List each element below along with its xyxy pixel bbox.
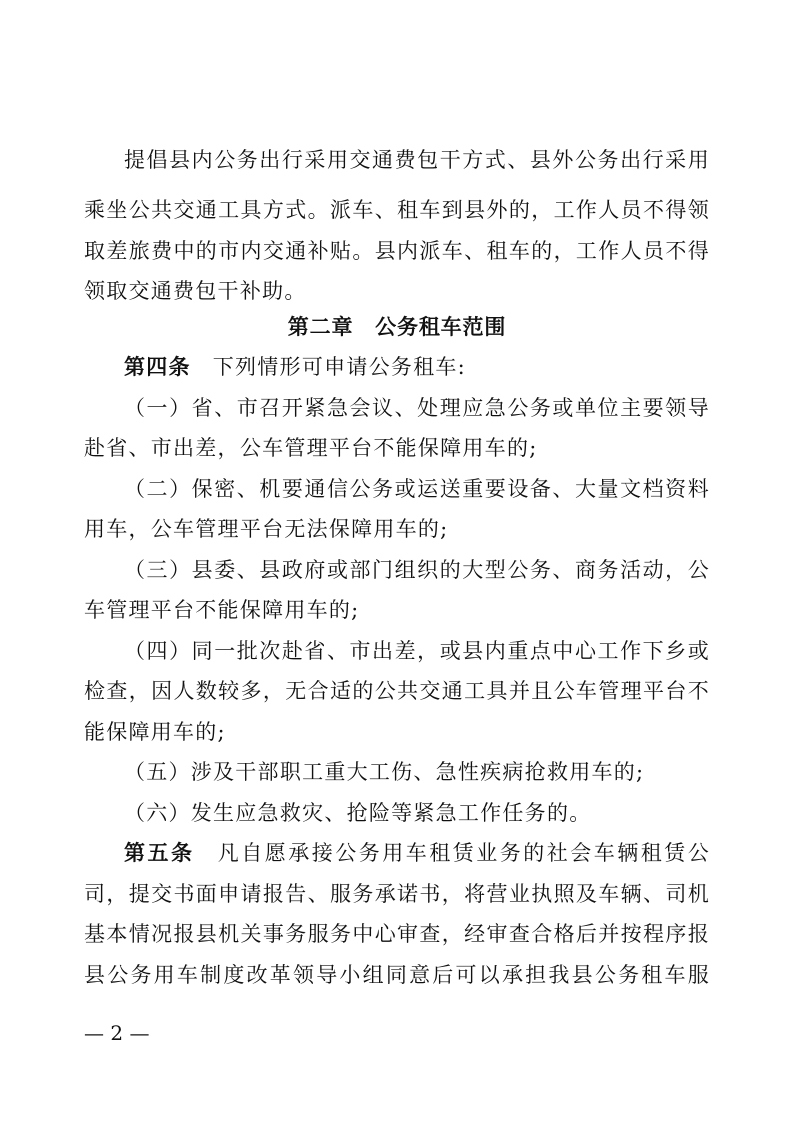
article-5-text: 凡自愿承接公务用车租赁业务的社会车辆租赁公 — [216, 841, 710, 865]
article-4-label: 第四条 — [124, 355, 191, 379]
paragraph-line: 县公务用车制度改革领导小组同意后可以承担我县公务租车服 — [84, 963, 710, 987]
list-item-line: （一）省、市召开紧急会议、处理应急公务或单位主要领导 — [124, 396, 710, 420]
list-item-line: 用车，公车管理平台无法保障用车的; — [84, 517, 449, 541]
article-5-label: 第五条 — [124, 841, 195, 865]
paragraph-line: 司，提交书面申请报告、服务承诺书，将营业执照及车辆、司机 — [84, 882, 710, 906]
paragraph-line: 提倡县内公务出行采用交通费包干方式、县外公务出行采用 — [124, 148, 710, 172]
list-item-line: 能保障用车的; — [84, 720, 226, 744]
article-5-line — [124, 838, 710, 868]
list-item-line: （四）同一批次赴省、市出差，或县内重点中心工作下乡或 — [124, 639, 710, 663]
list-item-line: 车管理平台不能保障用车的; — [84, 598, 360, 622]
list-item-line: 检查，因人数较多，无合适的公共交通工具并且公车管理平台不 — [84, 679, 710, 703]
paragraph-line: 取差旅费中的市内交通补贴。县内派车、租车的，工作人员不得 — [84, 239, 710, 263]
article-4-line — [124, 352, 710, 382]
paragraph-line: 乘坐公共交通工具方式。派车、租车到县外的，工作人员不得领 — [84, 198, 710, 222]
article-4-text: 下列情形可申请公务租车: — [212, 355, 466, 379]
list-item-line: （六）发生应急救灾、抢险等紧急工作任务的。 — [124, 801, 592, 825]
paragraph-line: 基本情况报县机关事务服务中心审查，经审查合格后并按程序报 — [84, 922, 710, 946]
list-item-line: （五）涉及干部职工重大工伤、急性疾病抢救用车的; — [124, 760, 645, 784]
page-number: — 2 — — [84, 1021, 150, 1045]
paragraph-line: 领取交通费包干补助。 — [84, 279, 307, 303]
chapter-heading: 第二章 公务租车范围 — [287, 315, 507, 339]
list-item-line: 赴省、市出差，公车管理平台不能保障用车的; — [84, 436, 538, 460]
list-item-line: （二）保密、机要通信公务或运送重要设备、大量文档资料 — [124, 477, 710, 501]
list-item-line: （三）县委、县政府或部门组织的大型公务、商务活动，公 — [124, 558, 710, 582]
